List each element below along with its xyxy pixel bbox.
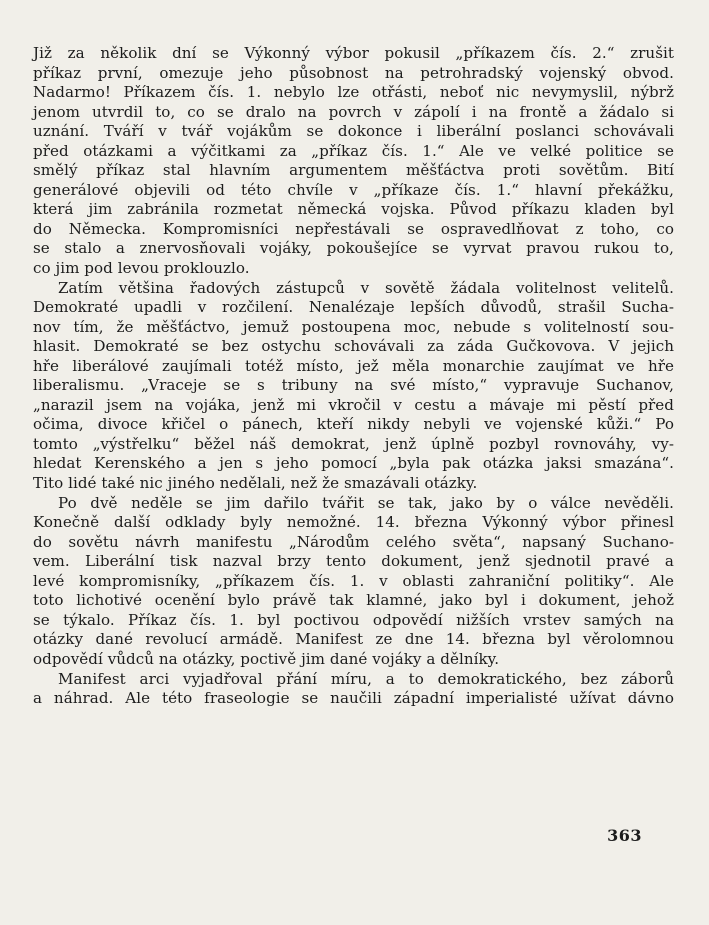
text-line: nov tím, že měšťáctvo, jemuž postoupena moc, nebude s volitelností sou- <box>33 317 674 336</box>
text-line: do Německa. Kompromisníci nepřestávali se ospravedlňovat z toho, co <box>33 219 674 238</box>
text-line: co jim pod levou proklouzlo. <box>33 259 250 278</box>
text-line: očima, divoce křičel o pánech, kteří nikdy nebyli ve vojenské kůži.“ Po <box>33 415 674 434</box>
text-line: „narazil jsem na vojáka, jenž mi vkročil v cestu a mávaje mi pěstí před <box>33 395 674 414</box>
text-line: která jim zabránila rozmetat německá vojska. Původ příkazu kladen byl <box>33 200 674 219</box>
text-line: hledat Kerenského a jen s jeho pomocí „byla pak otázka jaksi smazána“. <box>33 454 674 473</box>
text-line: hře liberálové zaujímali totéž místo, jež měla monarchie zaujímat ve hře <box>33 356 674 375</box>
text-line: toto lichotivé ocenění bylo právě tak klamné, jako byl i dokument, jehož <box>33 591 674 610</box>
text-line: Po dvě neděle se jim dařilo tvářit se tak, jako by o válce nevěděli. <box>58 493 674 512</box>
text-line: Demokraté upadli v rozčilení. Nenalézaje lepších důvodů, strašil Sucha- <box>33 298 674 317</box>
text-line: se týkalo. Příkaz čís. 1. byl poctivou odpovědí nižších vrstev samých na <box>33 610 674 629</box>
text-line: hlasit. Demokraté se bez ostychu schovávali za záda Gučkovova. V jejich <box>33 337 674 356</box>
text-line: před otázkami a výčitkami za „příkaz čís. 1.“ Ale ve velké politice se <box>33 141 674 160</box>
text-line: a náhrad. Ale této fraseologie se naučili západní imperialisté užívat dávno <box>33 689 674 708</box>
text-line: do sovětu návrh manifestu „Národům celého světa“, napsaný Suchano- <box>33 532 674 551</box>
text-line: levé kompromisníky, „příkazem čís. 1. v oblasti zahraniční politiky“. Ale <box>33 571 674 590</box>
text-line: smělý příkaz stal hlavním argumentem měšťáctva proti sovětům. Bití <box>33 161 674 180</box>
page-number: 363 <box>607 826 642 845</box>
text-line: liberalismu. „Vraceje se s tribuny na své místo,“ vypravuje Suchanov, <box>33 376 674 395</box>
text-line: otázky dané revolucí armádě. Manifest ze dne 14. března byl věrolomnou <box>33 630 674 649</box>
text-line: vem. Liberální tisk nazval brzy tento dokument, jenž sjednotil pravé a <box>33 552 674 571</box>
text-line: se stalo a znervosňovali vojáky, pokoušejíce se vyrvat pravou rukou to, <box>33 239 674 258</box>
text-line: Již za několik dní se Výkonný výbor pokusil „příkazem čís. 2.“ zrušit <box>33 44 674 62</box>
text-line: Nadarmo! Příkazem čís. 1. nebylo lze otřásti, neboť nic nevymyslil, nýbrž <box>33 83 674 102</box>
text-line: tomto „výstřelku“ běžel náš demokrat, jenž úplně pozbyl rovnováhy, vy- <box>33 434 674 453</box>
text-line: Tito lidé také nic jiného nedělali, než že smazávali otázky. <box>33 474 478 493</box>
text-line: odpovědí vůdců na otázky, poctivě jim dané vojáky a dělníky. <box>33 649 500 668</box>
text-line: Zatím většina řadových zástupců v sovětě žádala volitelnost velitelů. <box>58 278 674 297</box>
body-text <box>33 44 674 709</box>
text-line: Manifest arci vyjadřoval přání míru, a to demokratického, bez záborů <box>58 669 674 688</box>
text-line: Konečně další odklady byly nemožné. 14. března Výkonný výbor přinesl <box>33 513 674 532</box>
text-line: uznání. Tváří v tvář vojákům se dokonce i liberální poslanci schovávali <box>33 122 674 141</box>
text-line: generálové objevili od této chvíle v „příkaze čís. 1.“ hlavní překážku, <box>33 180 674 199</box>
text-line: příkaz první, omezuje jeho působnost na petrohradský vojenský obvod. <box>33 63 674 82</box>
text-line: jenom utvrdil to, co se dralo na povrch v zápolí i na frontě a žádalo si <box>33 102 674 121</box>
